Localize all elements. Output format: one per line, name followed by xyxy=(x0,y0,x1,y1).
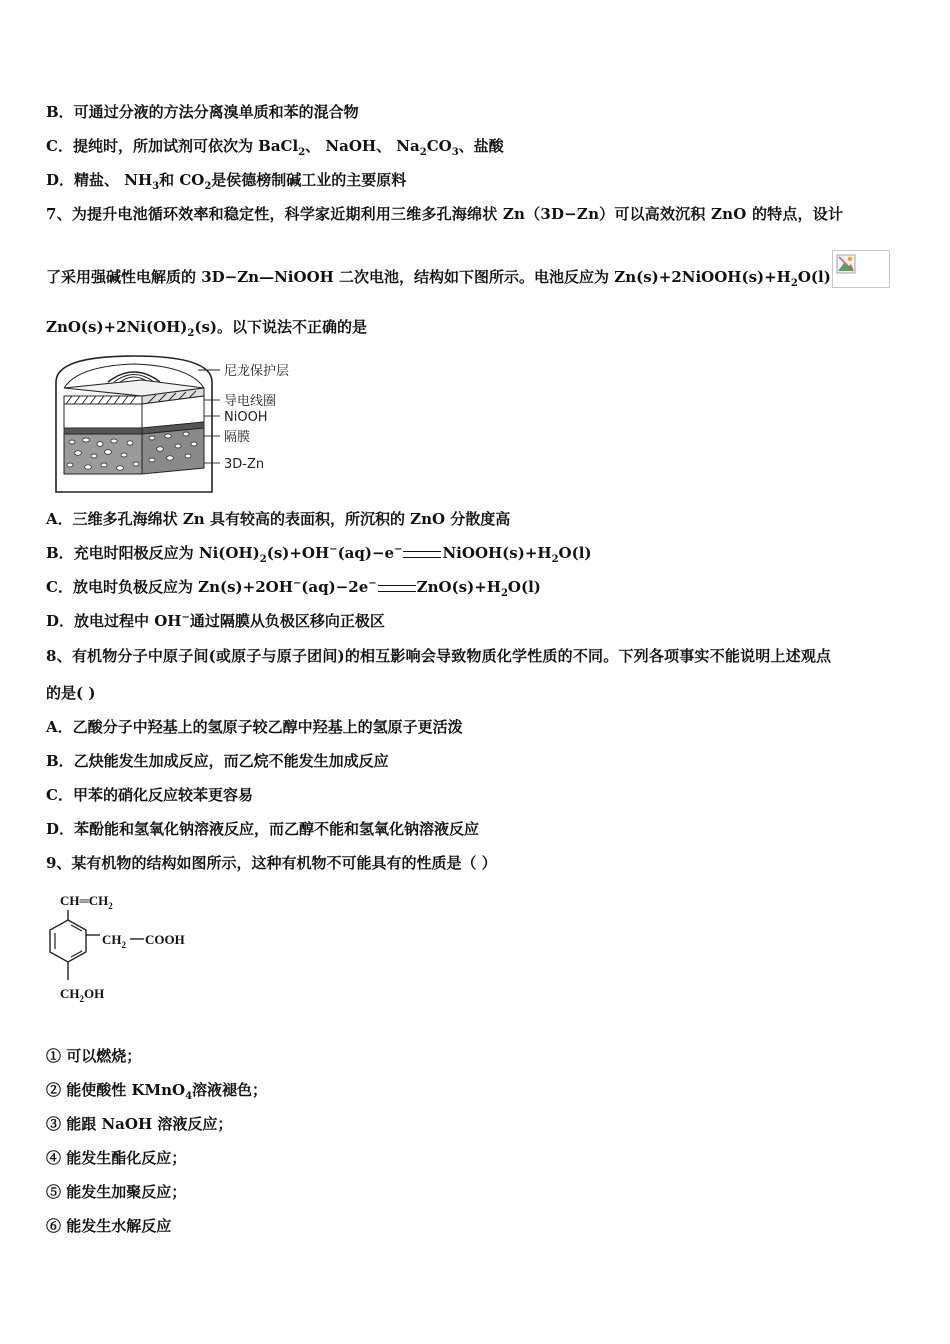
text-part: O(l) xyxy=(558,544,592,562)
subscript: 2 xyxy=(187,328,195,339)
text-part: 了采用强碱性电解质的 3D−Zn—NiOOH 二次电池，结构如下图所示。电池反应为 Zn(s)+2NiOOH(s)+H xyxy=(46,268,791,286)
label-nylon: 尼龙保护层 xyxy=(224,364,290,379)
text-part: ⑥ 能发生水解反应 xyxy=(46,1217,172,1235)
subscript: 2 xyxy=(259,554,267,565)
superscript: − xyxy=(292,578,302,589)
text-part: O(l) xyxy=(797,268,831,286)
text-part: D．苯酚能和氢氧化钠溶液反应，而乙醇不能和氢氧化钠溶液反应 xyxy=(46,820,480,838)
text-part: 和 CO xyxy=(159,171,205,189)
text-part: 8、有机物分子中原子间(或原子与原子团间)的相互影响会导致物质化学性质的不同。下列各项事实不能说明上述观点 xyxy=(46,647,832,665)
svg-text:CH2OH xyxy=(60,986,104,1004)
option-7a xyxy=(46,509,510,529)
text-part: 、盐酸 xyxy=(458,137,504,155)
option-8b xyxy=(46,751,389,771)
question-7-line-3 xyxy=(46,317,367,337)
property-5 xyxy=(46,1182,186,1202)
option-6c xyxy=(46,136,504,156)
text-part: (aq)−2e xyxy=(301,578,369,596)
svg-text:CH═CH2 xyxy=(60,893,113,911)
text-part: ④ 能发生酯化反应； xyxy=(46,1149,187,1167)
text-part: ① 可以燃烧； xyxy=(46,1047,142,1065)
option-6b xyxy=(46,102,359,122)
subscript: 2 xyxy=(108,901,113,911)
label-coil: 导电线圈 xyxy=(224,394,277,409)
subscript: 3 xyxy=(451,147,459,158)
text-part: 通过隔膜从负极区移向正极区 xyxy=(189,612,385,630)
svg-text:CH2 xyxy=(102,932,127,950)
text-part: C．甲苯的硝化反应较苯更容易 xyxy=(46,786,253,804)
text-part: C．提纯时，所加试剂可依次为 BaCl xyxy=(46,137,299,155)
question-8-line-2 xyxy=(46,683,95,703)
label-separator: 隔膜 xyxy=(224,430,251,445)
question-9 xyxy=(46,853,497,873)
text-part: (s)。以下说法不正确的是 xyxy=(194,318,368,336)
text-part: 9、某有机物的结构如图所示，这种有机物不可能具有的性质是（ ） xyxy=(46,854,497,872)
text-part: O(l) xyxy=(507,578,541,596)
option-8d xyxy=(46,819,479,839)
battery-diagram xyxy=(48,352,318,500)
text-part: D．放电过程中 OH xyxy=(46,612,182,630)
text-part: A．三维多孔海绵状 Zn 具有较高的表面积，所沉积的 ZnO 分散度高 xyxy=(46,510,511,528)
property-4 xyxy=(46,1148,186,1168)
option-6d xyxy=(46,170,406,190)
text-part: B．充电时阳极反应为 Ni(OH) xyxy=(46,544,260,562)
subscript: 2 xyxy=(500,588,508,599)
text-part: ③ 能跟 NaOH 溶液反应； xyxy=(46,1115,233,1133)
property-2 xyxy=(46,1080,267,1100)
carboxyl-group: COOH xyxy=(145,932,185,947)
text-part: 7、为提升电池循环效率和稳定性，科学家近期利用三维多孔海绵状 Zn（3D−Zn）可以高效沉积 ZnO 的特点，设计 xyxy=(46,205,844,223)
text-part: NiOOH(s)+H xyxy=(442,544,552,562)
text-part: 、 NaOH、 Na xyxy=(305,137,420,155)
subscript: 2 xyxy=(121,940,126,950)
methylene: CH xyxy=(102,932,122,947)
broken-image-icon xyxy=(832,250,890,288)
text-part: C．放电时负极反应为 Zn(s)+2OH xyxy=(46,578,293,596)
subscript: 2 xyxy=(79,994,84,1004)
text-part: B．乙炔能发生加成反应，而乙烷不能发生加成反应 xyxy=(46,752,389,770)
hydroxyl: OH xyxy=(84,986,105,1001)
text-part: ZnO(s)+H xyxy=(416,578,501,596)
text-part: ZnO(s)+2Ni(OH) xyxy=(46,318,188,336)
text-part: CO xyxy=(426,137,452,155)
option-8c xyxy=(46,785,253,805)
vinyl-group: CH═CH xyxy=(60,893,109,908)
text-part: ② 能使酸性 KMnO xyxy=(46,1081,186,1099)
text-part: D．精盐、 NH xyxy=(46,171,153,189)
property-3 xyxy=(46,1114,232,1134)
structural-formula xyxy=(44,888,214,1008)
question-7-line-2 xyxy=(46,267,831,287)
label-niooh: NiOOH xyxy=(224,410,268,425)
text-part: 是侯德榜制碱工业的主要原料 xyxy=(211,171,407,189)
option-7b xyxy=(46,543,592,563)
hydroxymethyl: CH xyxy=(60,986,80,1001)
option-7c xyxy=(46,577,541,597)
equals-sign xyxy=(378,585,416,592)
label-3d-zn: 3D-Zn xyxy=(224,457,265,472)
option-7d xyxy=(46,611,385,631)
superscript: − xyxy=(329,544,338,555)
subscript: 2 xyxy=(551,554,559,565)
option-8a xyxy=(46,717,463,737)
subscript: 2 xyxy=(298,147,306,158)
superscript: − xyxy=(181,612,190,623)
subscript: 2 xyxy=(790,278,798,289)
text-part: 溶液褪色； xyxy=(192,1081,268,1099)
subscript: 2 xyxy=(419,147,427,158)
text-part: (s)+OH xyxy=(266,544,330,562)
text-part: (aq)−e xyxy=(337,544,395,562)
text-part: 的是( ) xyxy=(46,684,96,702)
subscript: 2 xyxy=(204,181,212,192)
text-part: ⑤ 能发生加聚反应； xyxy=(46,1183,187,1201)
subscript: 3 xyxy=(152,181,160,192)
subscript: 4 xyxy=(185,1091,193,1102)
question-8-line-1 xyxy=(46,646,831,666)
question-7-line-1 xyxy=(46,204,843,224)
property-1 xyxy=(46,1046,141,1066)
superscript: − xyxy=(394,544,403,555)
option-text: B．可通过分液的方法分离溴单质和苯的混合物 xyxy=(46,103,359,121)
property-6 xyxy=(46,1216,171,1236)
superscript: − xyxy=(368,578,377,589)
equals-sign xyxy=(403,551,441,558)
text-part: A．乙酸分子中羟基上的氢原子较乙醇中羟基上的氢原子更活泼 xyxy=(46,718,463,736)
